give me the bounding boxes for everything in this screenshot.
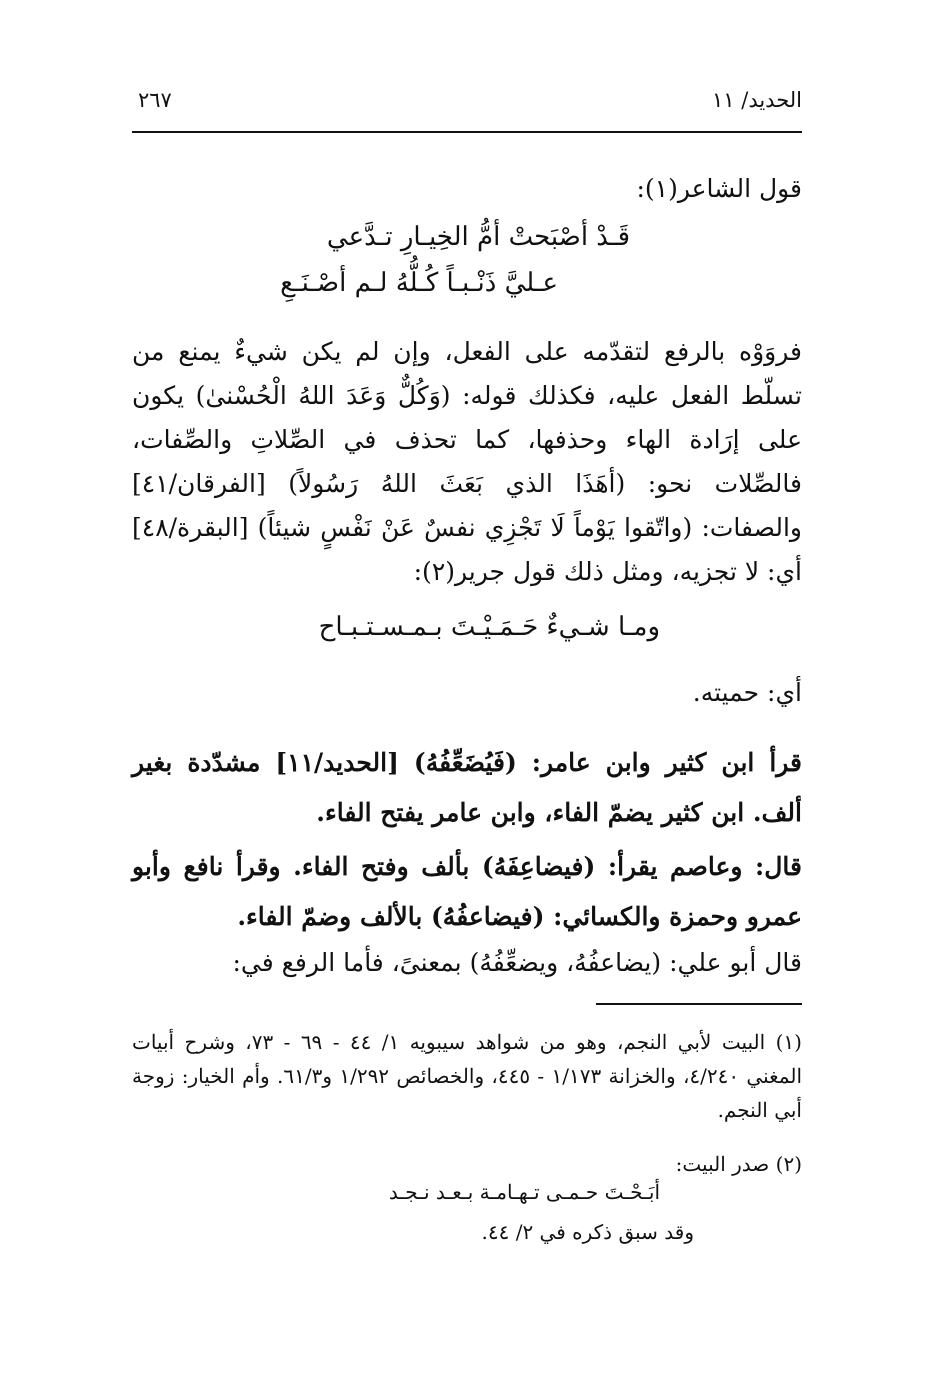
header-rule: [132, 131, 802, 133]
paragraph-1: فروَوْه بالرفع لتقدّمه على الفعل، وإن لم يكن شيءٌ يمنع من تسلّط الفعل عليه، فكذلك قوله: (وَكُلٌّ وَعَدَ اللهُ الْحُسْنىٰ) يكون على إرَادة الهاء وحذفها، كما تحذف في الصِّلاتِ والصِّفات، فالصِّلات نحو: (أهَذَا الذي بَعَثَ اللهُ رَسُولاً) [الفرقان/٤١] والصفات: (واتّقوا يَوْماً لَا تَجْزِي نفسٌ عَنْ نَفْسٍ شيئاً) [البقرة/٤٨] أي: لا تجزيه، ومثل ذلك قول جرير(٢):: [132, 337, 802, 586]
footnote-rule: [596, 1003, 802, 1005]
page-number: ٢٦٧: [138, 88, 172, 112]
footnote-1: (١) البيت لأبي النجم، وهو من شواهد سيبويه ١/ ٤٤ - ٦٩ - ٧٣، وشرح أبيات المغني ٤/٢٤٠، والخزانة ١/١٧٣ - ٤٤٥، والخصائص ١/٢٩٢ و٦١/٣. وأم الخيار: زوجة أبي النجم.: [132, 1030, 803, 1122]
paragraph-2: قرأ ابن كثير وابن عامر: (فَيُضَعِّفُهُ) [الحديد/١١] مشدّدة بغير ألف. ابن كثير يضمّ الفاء، وابن عامر يفتح الفاء.: [132, 748, 803, 827]
verse1-line1: قَـدْ أصْبَحتْ أمُّ الخِيـارِ تـدَّعي: [326, 222, 630, 252]
verse2: ومـا شـيءٌ حَـمَـيْـتَ بـمـسـتـبـاح: [318, 612, 660, 642]
running-title: الحديد/ ١١: [712, 88, 802, 112]
intro-line: قول الشاعر(١):: [636, 174, 802, 203]
paragraph-4: قال أبو علي: (يضاعفُهُ، ويضعِّفُهُ) بمعنىً، فأما الرفع في:: [232, 948, 802, 977]
paragraph-3: قال: وعاصم يقرأ: (فيضاعِفَهُ) بألف وفتح الفاء. وقرأ نافع وأبو عمرو وحمزة والكسائي: (فيضاعفُهُ) بالألف وضمّ الفاء.: [132, 852, 802, 931]
footnote-2-tail: وقد سبق ذكره في ٢/ ٤٤.: [481, 1220, 694, 1244]
footnote-2-verse: أبَـحْـتَ حـمـى تـهـامـة بـعـد نـجـد: [388, 1180, 660, 1204]
verse1-line2: عـليَّ ذَنْـبـاً كُـلُّهُ لـم أصْـنَـعِ: [280, 268, 558, 298]
footnote-2: (٢) صدر البيت:: [675, 1152, 802, 1176]
meaning-line: أي: حميته.: [692, 678, 802, 707]
